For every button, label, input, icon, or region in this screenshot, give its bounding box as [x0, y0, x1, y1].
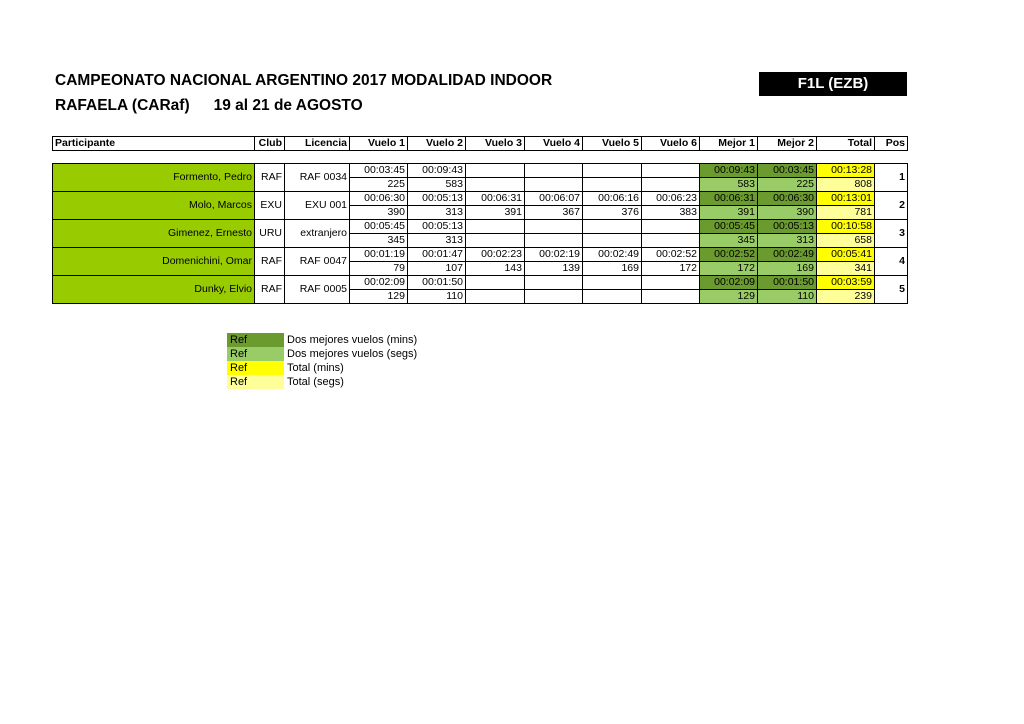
flight-seconds-cell: 169 [583, 262, 642, 276]
col-club: Club [255, 137, 285, 151]
license-cell: RAF 0034 [285, 164, 350, 192]
legend [227, 333, 417, 389]
best2-seg-cell: 169 [758, 262, 817, 276]
license-cell: RAF 0005 [285, 276, 350, 304]
best1-seg-cell: 129 [700, 290, 758, 304]
best2-min-cell: 00:01:50 [758, 276, 817, 290]
results-table [52, 136, 908, 304]
table-row [53, 248, 908, 262]
flight-time-cell: 00:02:19 [525, 248, 583, 262]
legend-swatch: Ref [227, 361, 284, 375]
flight-time-cell: 00:02:52 [642, 248, 700, 262]
best1-seg-cell: 583 [700, 178, 758, 192]
legend-item [227, 361, 417, 375]
legend-swatch: Ref [227, 333, 284, 347]
participant-name: Molo, Marcos [53, 192, 255, 220]
flight-seconds-cell: 383 [642, 206, 700, 220]
flight-time-cell: 00:06:23 [642, 192, 700, 206]
flight-time-cell: 00:05:45 [350, 220, 408, 234]
flight-seconds-cell [466, 178, 525, 192]
flight-seconds-cell: 79 [350, 262, 408, 276]
flight-time-cell [525, 164, 583, 178]
flight-seconds-cell: 376 [583, 206, 642, 220]
legend-item [227, 333, 417, 347]
best2-seg-cell: 313 [758, 234, 817, 248]
best1-seg-cell: 391 [700, 206, 758, 220]
club-cell: EXU [255, 192, 285, 220]
flight-seconds-cell: 391 [466, 206, 525, 220]
legend-swatch: Ref [227, 375, 284, 389]
flight-seconds-cell: 583 [408, 178, 466, 192]
best2-min-cell: 00:05:13 [758, 220, 817, 234]
flight-seconds-cell: 225 [350, 178, 408, 192]
col-pos: Pos [875, 137, 908, 151]
total-min-cell: 00:03:59 [817, 276, 875, 290]
total-seg-cell: 341 [817, 262, 875, 276]
best2-min-cell: 00:06:30 [758, 192, 817, 206]
table-row [53, 164, 908, 178]
flight-time-cell: 00:09:43 [408, 164, 466, 178]
table-row [53, 192, 908, 206]
flight-time-cell: 00:01:19 [350, 248, 408, 262]
flight-seconds-cell [525, 234, 583, 248]
participant-name: Domenichini, Omar [53, 248, 255, 276]
flight-seconds-cell: 172 [642, 262, 700, 276]
col-vuelo2: Vuelo 2 [408, 137, 466, 151]
best1-min-cell: 00:05:45 [700, 220, 758, 234]
best2-min-cell: 00:03:45 [758, 164, 817, 178]
header-row [53, 137, 908, 151]
position-cell: 5 [875, 276, 908, 304]
license-cell: EXU 001 [285, 192, 350, 220]
spacer-row [53, 151, 908, 164]
total-seg-cell: 781 [817, 206, 875, 220]
license-cell: extranjero [285, 220, 350, 248]
best2-min-cell: 00:02:49 [758, 248, 817, 262]
flight-time-cell: 00:06:07 [525, 192, 583, 206]
legend-item [227, 347, 417, 361]
flight-time-cell [525, 276, 583, 290]
total-min-cell: 00:13:01 [817, 192, 875, 206]
spacer-cell [53, 151, 908, 164]
best2-seg-cell: 390 [758, 206, 817, 220]
legend-label: Total (mins) [287, 362, 344, 374]
position-cell: 4 [875, 248, 908, 276]
legend-label: Dos mejores vuelos (mins) [287, 334, 418, 346]
flight-time-cell: 00:02:23 [466, 248, 525, 262]
col-mejor1: Mejor 1 [700, 137, 758, 151]
flight-seconds-cell [466, 290, 525, 304]
total-min-cell: 00:05:41 [817, 248, 875, 262]
club-cell: RAF [255, 276, 285, 304]
flight-time-cell: 00:06:30 [350, 192, 408, 206]
legend-swatch: Ref [227, 347, 284, 361]
flight-seconds-cell: 390 [350, 206, 408, 220]
legend-label: Total (segs) [287, 376, 344, 388]
flight-time-cell: 00:01:47 [408, 248, 466, 262]
flight-time-cell: 00:06:31 [466, 192, 525, 206]
col-vuelo1: Vuelo 1 [350, 137, 408, 151]
col-vuelo4: Vuelo 4 [525, 137, 583, 151]
flight-time-cell: 00:05:13 [408, 220, 466, 234]
club-cell: RAF [255, 248, 285, 276]
col-vuelo5: Vuelo 5 [583, 137, 642, 151]
flight-seconds-cell: 313 [408, 206, 466, 220]
club-cell: RAF [255, 164, 285, 192]
flight-time-cell [642, 164, 700, 178]
flight-seconds-cell: 345 [350, 234, 408, 248]
col-total: Total [817, 137, 875, 151]
page-title: CAMPEONATO NACIONAL ARGENTINO 2017 MODALIDAD INDOOR [55, 72, 553, 89]
best1-min-cell: 00:09:43 [700, 164, 758, 178]
flight-seconds-cell [583, 290, 642, 304]
position-cell: 3 [875, 220, 908, 248]
flight-seconds-cell [642, 178, 700, 192]
flight-time-cell: 00:02:09 [350, 276, 408, 290]
flight-time-cell: 00:05:13 [408, 192, 466, 206]
col-licencia: Licencia [285, 137, 350, 151]
flight-seconds-cell [525, 178, 583, 192]
total-min-cell: 00:10:58 [817, 220, 875, 234]
col-vuelo6: Vuelo 6 [642, 137, 700, 151]
flight-time-cell [583, 164, 642, 178]
flight-time-cell [525, 220, 583, 234]
legend-label: Dos mejores vuelos (segs) [287, 348, 418, 360]
license-cell: RAF 0047 [285, 248, 350, 276]
total-seg-cell: 658 [817, 234, 875, 248]
best1-min-cell: 00:02:09 [700, 276, 758, 290]
participant-name: Gimenez, Ernesto [53, 220, 255, 248]
position-cell: 1 [875, 164, 908, 192]
flight-seconds-cell: 139 [525, 262, 583, 276]
legend-item [227, 375, 417, 389]
flight-seconds-cell [642, 234, 700, 248]
category-badge: F1L (EZB) [759, 72, 907, 96]
flight-seconds-cell: 313 [408, 234, 466, 248]
flight-seconds-cell: 107 [408, 262, 466, 276]
flight-time-cell [466, 164, 525, 178]
flight-seconds-cell [642, 290, 700, 304]
flight-seconds-cell [525, 290, 583, 304]
flight-seconds-cell [583, 178, 642, 192]
flight-seconds-cell: 110 [408, 290, 466, 304]
flight-seconds-cell [466, 234, 525, 248]
flight-seconds-cell: 367 [525, 206, 583, 220]
flight-time-cell: 00:03:45 [350, 164, 408, 178]
flight-time-cell: 00:02:49 [583, 248, 642, 262]
flight-time-cell [466, 276, 525, 290]
flight-time-cell: 00:01:50 [408, 276, 466, 290]
event-dates: 19 al 21 de AGOSTO [213, 97, 363, 114]
flight-seconds-cell [583, 234, 642, 248]
best1-min-cell: 00:06:31 [700, 192, 758, 206]
flight-seconds-cell: 143 [466, 262, 525, 276]
club-cell: URU [255, 220, 285, 248]
total-seg-cell: 239 [817, 290, 875, 304]
results-body [53, 151, 908, 304]
participant-name: Dunky, Elvio [53, 276, 255, 304]
best2-seg-cell: 225 [758, 178, 817, 192]
best1-min-cell: 00:02:52 [700, 248, 758, 262]
total-seg-cell: 808 [817, 178, 875, 192]
flight-time-cell [583, 220, 642, 234]
flight-time-cell [583, 276, 642, 290]
flight-time-cell [642, 276, 700, 290]
venue: RAFAELA (CARaf) [55, 97, 190, 114]
participant-name: Formento, Pedro [53, 164, 255, 192]
flight-time-cell: 00:06:16 [583, 192, 642, 206]
best1-seg-cell: 345 [700, 234, 758, 248]
table-row [53, 276, 908, 290]
col-mejor2: Mejor 2 [758, 137, 817, 151]
flight-time-cell [642, 220, 700, 234]
col-vuelo3: Vuelo 3 [466, 137, 525, 151]
position-cell: 2 [875, 192, 908, 220]
flight-seconds-cell: 129 [350, 290, 408, 304]
best1-seg-cell: 172 [700, 262, 758, 276]
table-row [53, 220, 908, 234]
total-min-cell: 00:13:28 [817, 164, 875, 178]
venue-line [55, 97, 363, 115]
col-participante: Participante [53, 137, 255, 151]
flight-time-cell [466, 220, 525, 234]
best2-seg-cell: 110 [758, 290, 817, 304]
